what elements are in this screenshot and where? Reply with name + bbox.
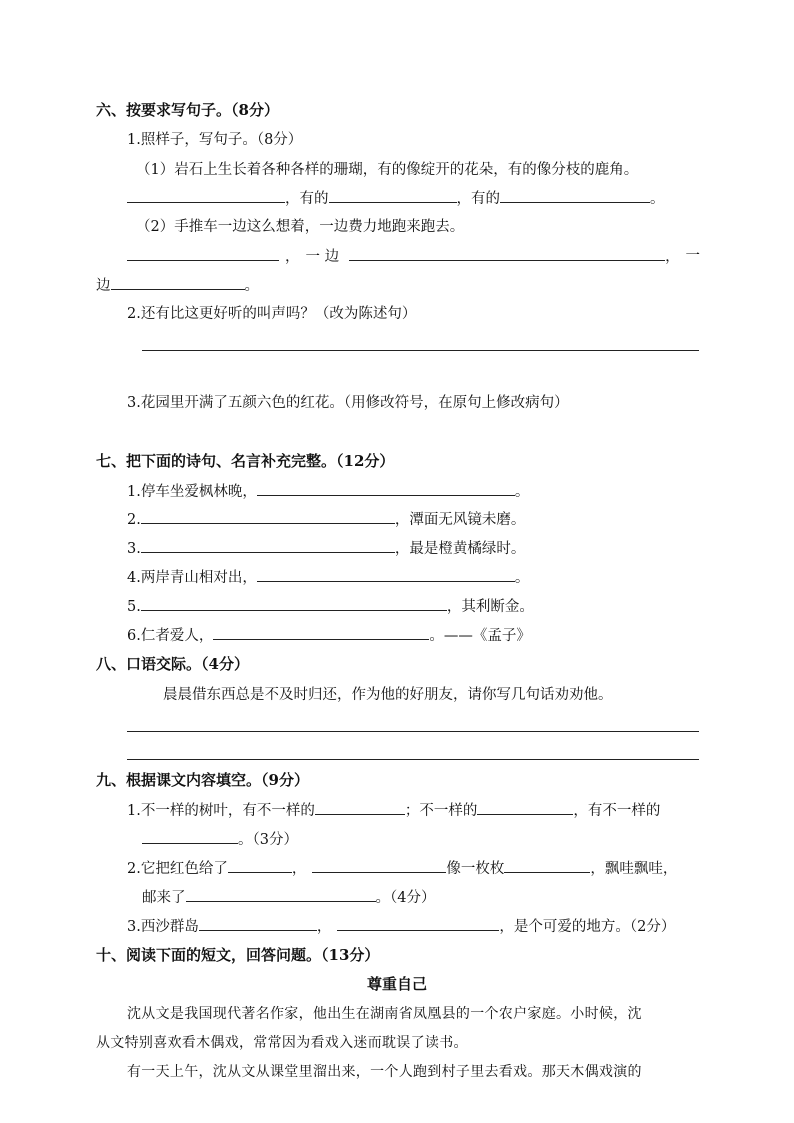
section-10-heading: 十、阅读下面的短文，回答问题。（13分）	[96, 946, 380, 964]
answer-blank[interactable]	[186, 887, 376, 902]
text-fragment: ；不一样的	[404, 803, 478, 819]
answer-blank[interactable]	[142, 829, 238, 844]
answer-blank[interactable]	[477, 800, 573, 815]
text-fragment: ，	[285, 249, 300, 265]
s7-line-1	[127, 481, 529, 502]
text-fragment: 4.两岸青山相对出，	[127, 570, 257, 586]
text-fragment: 一	[685, 248, 700, 264]
answer-blank[interactable]	[199, 916, 317, 931]
s7-line-5	[127, 596, 534, 617]
s6-question-3: 3.花园里开满了五颜六色的红花。（用修改符号，在原句上修改病句）	[127, 395, 569, 411]
text-fragment: ，最是橙黄橘绿时。	[394, 541, 526, 557]
answer-blank[interactable]	[141, 538, 395, 553]
answer-blank[interactable]	[127, 188, 285, 203]
text-fragment: 。	[244, 278, 259, 294]
s7-line-3	[127, 538, 525, 559]
text-fragment: 一 边	[305, 249, 340, 265]
text-fragment: 3.西沙群岛	[127, 919, 199, 935]
answer-blank[interactable]	[141, 596, 447, 611]
answer-line[interactable]	[142, 350, 699, 351]
text-fragment: ，潭面无风镜未磨。	[394, 512, 526, 528]
s6-example-2: （2）手推车一边这么想着，一边费力地跑来跑去。	[136, 219, 465, 235]
text-fragment: 1.停车坐爱枫林晚，	[127, 484, 257, 500]
text-fragment: ，	[291, 861, 307, 877]
s6-example-1: （1）岩石上生长着各种各样的珊瑚，有的像绽开的花朵，有的像分枝的鹿角。	[136, 162, 639, 178]
passage-line: 从文特别喜欢看木偶戏，常常因为看戏入迷而耽误了读书。	[96, 1035, 468, 1051]
answer-blank[interactable]	[111, 275, 245, 290]
s9-line-2b	[142, 887, 435, 908]
answer-blank[interactable]	[257, 481, 515, 496]
s9-line-1	[127, 800, 660, 821]
answer-blank[interactable]	[228, 858, 292, 873]
s9-line-3	[127, 916, 675, 937]
answer-line[interactable]	[127, 759, 699, 760]
s6-answer-row-2b	[96, 275, 259, 296]
text-fragment: 1.不一样的树叶，有不一样的	[127, 803, 315, 819]
text-fragment: 。（4分）	[375, 890, 436, 906]
answer-line[interactable]	[127, 731, 699, 732]
text-fragment: 2.它把红色给了	[127, 861, 228, 877]
answer-blank[interactable]	[312, 858, 446, 873]
answer-blank[interactable]	[213, 625, 429, 640]
text-fragment: 。（3分）	[238, 832, 298, 848]
text-fragment: ，	[665, 249, 680, 265]
section-8-heading: 八、口语交际。（4分）	[96, 655, 249, 673]
s7-line-2	[127, 509, 525, 530]
section-7-heading: 七、把下面的诗句、名言补充完整。（12分）	[96, 452, 395, 470]
text-fragment: 。	[650, 191, 665, 207]
s9-line-2	[127, 858, 677, 879]
text-fragment: 。	[514, 484, 530, 500]
s6-answer-row-1	[127, 188, 665, 209]
text-fragment: ，有的	[456, 191, 500, 207]
text-fragment: 邮来了	[142, 890, 186, 906]
section-6-heading: 六、按要求写句子。（8分）	[96, 101, 279, 119]
s6-answer-row-2	[127, 246, 700, 267]
text-fragment: ，是个可爱的地方。（2分）	[499, 919, 676, 935]
passage-line: 有一天上午，沈从文从课堂里溜出来，一个人跑到村子里去看戏。那天木偶戏演的	[127, 1064, 642, 1080]
passage-title: 尊重自己	[366, 975, 427, 993]
answer-blank[interactable]	[257, 567, 515, 582]
answer-blank[interactable]	[329, 188, 457, 203]
text-fragment: 。——《孟子》	[429, 628, 531, 644]
passage-line: 沈从文是我国现代著名作家，他出生在湖南省凤凰县的一个农户家庭。小时候，沈	[127, 1006, 642, 1022]
text-fragment: 边	[96, 278, 111, 294]
s7-line-4	[127, 567, 529, 588]
text-fragment: 3.	[127, 541, 141, 557]
text-fragment: 。	[514, 570, 530, 586]
s8-prompt: 晨晨借东西总是不及时归还，作为他的好朋友，请你写几句话劝劝他。	[163, 687, 613, 703]
section-9-heading: 九、根据课文内容填空。（9分）	[96, 771, 309, 789]
text-fragment: ，飘哇飘哇，	[590, 861, 678, 877]
answer-blank[interactable]	[349, 246, 665, 261]
text-fragment: 2.	[127, 512, 141, 528]
text-fragment: ，有的	[285, 191, 329, 207]
answer-blank[interactable]	[141, 509, 395, 524]
answer-blank[interactable]	[500, 188, 650, 203]
text-fragment: 像一枚枚	[446, 861, 505, 877]
s6-question-2: 2.还有比这更好听的叫声吗？（改为陈述句）	[127, 306, 417, 322]
text-fragment: 6.仁者爱人，	[127, 628, 214, 644]
text-fragment: ，	[316, 919, 332, 935]
answer-blank[interactable]	[315, 800, 405, 815]
answer-blank[interactable]	[127, 246, 279, 261]
s7-line-6	[127, 625, 531, 646]
s9-line-1b	[142, 829, 298, 850]
text-fragment: 5.	[127, 599, 141, 615]
text-fragment: ，其利断金。	[446, 599, 534, 615]
answer-blank[interactable]	[504, 858, 590, 873]
answer-blank[interactable]	[337, 916, 499, 931]
s6-question-1: 1.照样子，写句子。（8分）	[127, 132, 303, 148]
text-fragment: ，有不一样的	[573, 803, 661, 819]
